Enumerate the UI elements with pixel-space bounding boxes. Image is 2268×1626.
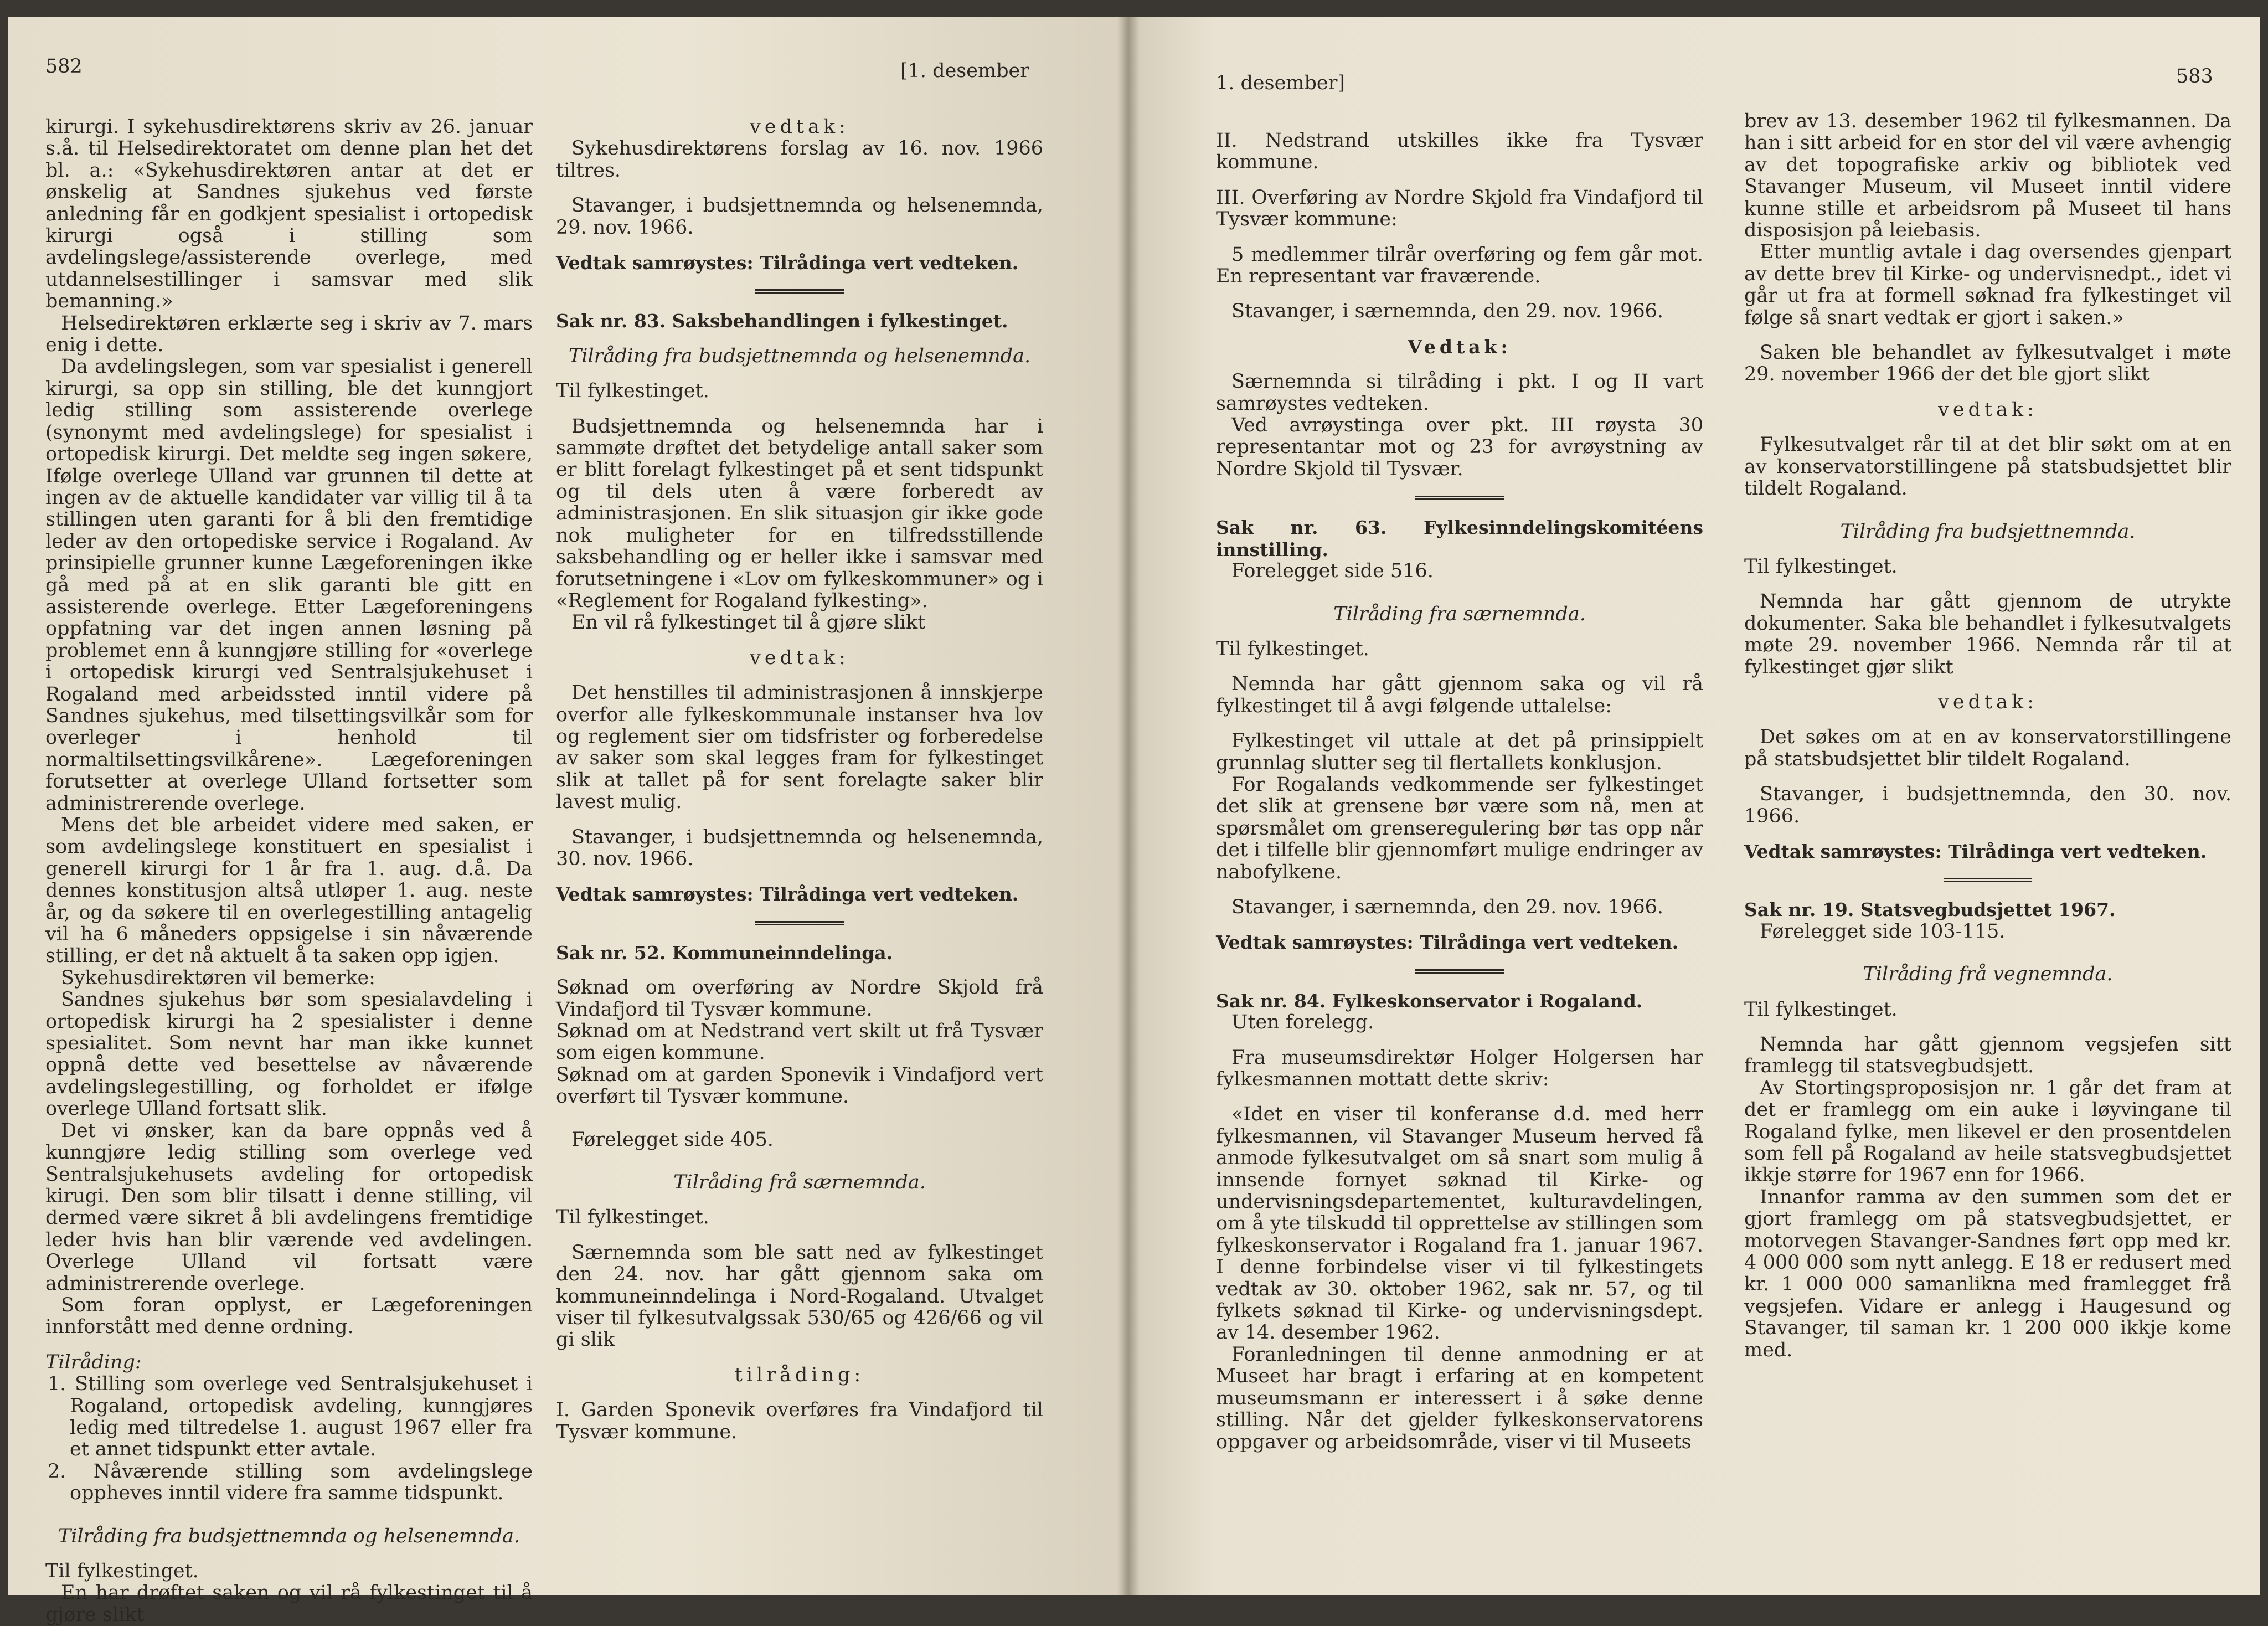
section-divider	[755, 289, 844, 294]
paragraph: Tilråding fra budsjettnemnda og helsenemnda.	[568, 344, 1031, 367]
paragraph: Nemnda har gått gjennom saka og vil rå fylkestinget til å avgi følgende uttalelse:	[1216, 673, 1703, 717]
paragraph: Sak nr. 84. Fylkeskonservator i Rogaland.	[1216, 990, 1643, 1012]
paragraph: En vil rå fylkestinget til å gjøre slikt	[571, 611, 926, 634]
paragraph: Til fylkestinget.	[556, 380, 709, 403]
paragraph: Foranledningen til denne anmodning er at Museet har bragt i erfaring at en kompetent museumsmann er interessert i å søke denne stilling. Når det gjelder fylkeskonservatorens oppgaver og arbeidsområde, viser vi til Museets	[1216, 1343, 1703, 1453]
paragraph: Innanfor ramma av den summen som det er gjort framlegg om på statsvegbudsjettet, er motorvegen Stavanger-Sandnes ført opp med kr. 4 000 000 som nytt anlegg. E 18 er redusert med kr. 1 000 000 samanlikna med framlegget frå vegsjefen. Vidare er anlegg i Haugesund og Stavanger, til saman kr. 1 200 000 ikkje kome med.	[1744, 1186, 2231, 1361]
paragraph: Sak nr. 52. Kommuneinndelinga.	[556, 941, 893, 964]
column-1	[45, 116, 533, 1626]
paragraph: Som foran opplyst, er Lægeforeningen innforstått med denne ordning.	[45, 1294, 533, 1339]
paragraph: Stavanger, i særnemnda, den 29. nov. 1966.	[1231, 896, 1664, 918]
paragraph: Vedtak samrøystes: Tilrådinga vert vedteken.	[1216, 932, 1679, 954]
paragraph: Fra museumsdirektør Holger Holgersen har fylkesmannen mottatt dette skriv:	[1216, 1046, 1703, 1090]
right-page	[1124, 17, 2260, 1595]
paragraph: Stavanger, i budsjettnemnda og helsenemnda, 29. nov. 1966.	[556, 194, 1043, 239]
paragraph: Søknad om overføring av Nordre Skjold frå Vindafjord til Tysvær kommune.	[556, 976, 1043, 1021]
paragraph: Etter muntlig avtale i dag oversendes gjenpart av dette brev til Kirke- og undervisnedpt., idet vi går ut fra at formell søknad fra fylkestinget vil følge så snart vedtak er gjort i saken.»	[1744, 241, 2231, 329]
column-3	[1216, 130, 1703, 1453]
paragraph: Det henstilles til administrasjonen å innskjerpe overfor alle fylkeskommunale instanser hva lov og reglement sier om tidsfrister og forberedelse av saker som skal legges fram for fylkestinget slik at tallet på for sent forelagte saker blir lavest mulig.	[556, 682, 1043, 814]
paragraph: Sandnes sjukehus bør som spesialavdeling i ortopedisk kirurgi ha 2 spesialister i denne spesialitet. Som nevnt har man ikke kunnet oppnå dette ved besettelse av nåværende avdelingslegestilling, og forholdet er ifølge overlege Ulland fortsatt slik.	[45, 989, 533, 1120]
paragraph: Uten forelegg.	[1231, 1011, 1374, 1034]
paragraph: Tilråding fra særnemnda.	[1333, 603, 1586, 625]
paragraph: Til fylkestinget.	[1744, 555, 1898, 578]
paragraph: Tilråding fra budsjettnemnda.	[1840, 520, 2136, 543]
left-page	[8, 17, 1131, 1626]
paragraph: Det vi ønsker, kan da bare oppnås ved å kunngjøre ledig stilling som overlege ved Sentralsjukehusets avdeling for ortopedisk kirugi. Den som blir tilsatt i denne stilling, vil dermed være sikret å bli avdelingens fremtidige leder hvis han blir værende ved avdelingen. Overlege Ulland vil fortsatt være administrerende overlege.	[45, 1119, 533, 1295]
paragraph: Sykehusdirektøren vil bemerke:	[61, 966, 375, 989]
paragraph: Søknad om at garden Sponevik i Vindafjord vert overført til Tysvær kommune.	[556, 1063, 1043, 1108]
paragraph: brev av 13. desember 1962 til fylkesmannen. Da han i sitt arbeid for en stor del vil være avhengig av det topografiske arkiv og bibliotek ved Stavanger Museum, vil Museet inntil videre kunne stille et arbeidsrom på Museet til hans disposisjon på leiebasis.	[1744, 110, 2231, 242]
paragraph: Sak nr. 63. Fylkesinndelingskomitéens innstilling.	[1216, 517, 1703, 560]
paragraph: vedtak:	[1938, 691, 2038, 713]
paragraph: Av Stortingsproposisjon nr. 1 går det fram at det er framlegg om ein auke i løyvingane til Rogaland fylke, men likevel er den prosentdelen som fell på Rogaland av heile statsvegbudsjettet ikkje større for 1967 enn for 1966.	[1744, 1077, 2231, 1187]
paragraph: III. Overføring av Nordre Skjold fra Vindafjord til Tysvær kommune:	[1216, 186, 1703, 231]
paragraph: Nemnda har gått gjennom de utrykte dokumenter. Saka ble behandlet i fylkesutvalgets møte 29. november 1966. Nemnda rår til at fylkestinget gjør slikt	[1744, 590, 2231, 678]
paragraph: Vedtak samrøystes: Tilrådinga vert vedteken.	[556, 252, 1019, 274]
paragraph: Fylkestinget vil uttale at det på prinsippielt grunnlag slutter seg til flertallets konklusjon.	[1216, 730, 1703, 774]
paragraph: Særnemnda som ble satt ned av fylkestinget den 24. nov. har gått gjennom saka om kommuneinndelinga i Nord-Rogaland. Utvalget viser til fylkesutvalgssak 530/65 og 426/66 og vil gi slik	[556, 1241, 1043, 1351]
paragraph: 1. Stilling som overlege ved Sentralsjukehuset i Rogaland, ortopedisk avdeling, kunngjøres ledig med tiltredelse 1. august 1967 eller fra et annet tidspunkt etter avtale.	[48, 1373, 533, 1461]
paragraph: 5 medlemmer tilrår overføring og fem går mot. En representant var fraværende.	[1216, 243, 1703, 288]
paragraph: 2. Nåværende stilling som avdelingslege oppheves inntil videre fra samme tidspunkt.	[48, 1460, 533, 1505]
paragraph: For Rogalands vedkommende ser fylkestinget det slik at grensene bør være som nå, men at spørsmålet om grenseregulering bør tas opp når det i tilfelle blir gjennomført mulige endringer av nabofylkene.	[1216, 773, 1703, 883]
paragraph: Til fylkestinget.	[45, 1560, 199, 1582]
paragraph: Budsjettnemnda og helsenemnda har i sammøte drøftet det betydelige antall saker som er blitt forelagt fylkestinget på et sent tidspunkt og til dels uten å være forberedt av administrasjonen. En slik situasjon gir ikke gode nok muligheter for en tilfredsstillende saksbehandling og er heller ikke i samsvar med forutsetningene i «Lov om fylkeskommuner» og i «Reglement for Rogaland fylkesting».	[556, 415, 1043, 612]
section-divider	[755, 921, 844, 925]
paragraph: Til fylkestinget.	[556, 1206, 709, 1229]
running-head-left: [1. desember	[900, 60, 1030, 82]
section-divider	[1944, 878, 2032, 882]
paragraph: Vedtak samrøystes: Tilrådinga vert vedteken.	[1744, 840, 2207, 862]
paragraph: Ved avrøystinga over pkt. III røysta 30 representantar mot og 23 for avrøystning av Nordre Skjold til Tysvær.	[1216, 414, 1703, 480]
paragraph: Det søkes om at en av konservatorstillingene på statsbudsjettet blir tildelt Rogaland.	[1744, 726, 2231, 770]
paragraph: Vedtak samrøystes: Tilrådinga vert vedteken.	[556, 883, 1019, 905]
page-number-left: 582	[45, 55, 83, 78]
paragraph: Tilråding:	[45, 1351, 142, 1373]
paragraph: II. Nedstrand utskilles ikke fra Tysvær kommune.	[1216, 130, 1703, 174]
paragraph: vedtak:	[750, 116, 849, 138]
paragraph: Særnemnda si tilråding i pkt. I og II vart samrøystes vedteken.	[1216, 371, 1703, 415]
paragraph: Stavanger, i særnemnda, den 29. nov. 1966.	[1231, 300, 1664, 323]
paragraph: I. Garden Sponevik overføres fra Vindafjord til Tysvær kommune.	[556, 1399, 1043, 1443]
paragraph: Tilråding frå særnemnda.	[673, 1171, 926, 1194]
paragraph: Søknad om at Nedstrand vert skilt ut frå Tysvær som eigen kommune.	[556, 1020, 1043, 1064]
paragraph: Forelegget side 516.	[1231, 560, 1434, 583]
paragraph: vedtak:	[1938, 398, 2038, 421]
paragraph: En har drøftet saken og vil rå fylkestinget til å gjøre slikt	[45, 1582, 533, 1626]
running-head-right: 1. desember]	[1216, 72, 1346, 94]
section-divider	[1415, 969, 1504, 974]
column-4	[1744, 111, 2231, 1361]
paragraph: «Idet en viser til konferanse d.d. med herr fylkesmannen, vil Stavanger Museum herved få anmode fylkesutvalget om så snart som mulig å innsende fornyet søknad til Kirke- og undervisningsdepartementet, kulturavdelingen, om å yte tilskudd til opprettelse av stillingen som fylkeskonservator i Rogaland fra 1. januar 1967. I denne forbindelse viser vi til fylkestingets vedtak av 30. oktober 1962, sak nr. 57, og til fylkets søknad til Kirke- og undervisningsdept. av 14. desember 1962.	[1216, 1103, 1703, 1344]
paragraph: Sak nr. 19. Statsvegbudsjettet 1967.	[1744, 899, 2116, 921]
paragraph: Til fylkestinget.	[1216, 637, 1369, 660]
page-number-right: 583	[2176, 65, 2213, 88]
section-divider	[1415, 496, 1504, 500]
paragraph: Da avdelingslegen, som var spesialist i generell kirurgi, sa opp sin stilling, ble det kunngjort ledig stilling som assisterende overlege (synonymt med avdelingslege) for spesialist i ortopedisk kirurgi. Det meldte seg ingen søkere, Ifølge overlege Ulland var grunnen til dette at ingen av de aktuelle kandidater var villig til å ta stillingen uten garanti for å bli den fremtidige leder av den ortopediske service i Rogaland. Av prinsipielle grunner kunne Lægeforeningen ikke gå med på at en slik garanti ble gitt en assisterende overlege. Etter Lægeforeningens oppfatning var det ingen annen løsning på problemet enn å kunngjøre stilling for «overlege i ortopedisk kirurgi ved Sentralsjukehuset i Rogaland med arbeidssted inntil videre på Sandnes sjukehus, med tilsettingsvilkår som for overleger i henhold til normaltilsettingsvilkårene». Lægeforeningen forutsetter at overlege Ulland fortsetter som administrerende overlege.	[45, 356, 533, 815]
paragraph: Tilråding fra budsjettnemnda og helsenemnda.	[58, 1525, 520, 1547]
paragraph: Nemnda har gått gjennom vegsjefen sitt framlegg til statsvegbudsjett.	[1744, 1033, 2231, 1078]
paragraph: Sykehusdirektørens forslag av 16. nov. 1966 tiltres.	[556, 137, 1043, 182]
paragraph: Fylkesutvalget rår til at det blir søkt om at en av konservatorstillingene på statsbudsjettet blir tildelt Rogaland.	[1744, 434, 2231, 500]
paragraph: Sak nr. 83. Saksbehandlingen i fylkestinget.	[556, 310, 1008, 332]
paragraph: vedtak:	[750, 646, 849, 669]
paragraph: Tilråding frå vegnemnda.	[1863, 963, 2113, 986]
paragraph: kirurgi. I sykehusdirektørens skriv av 26. januar s.å. til Helsedirektoratet om denne plan het det bl. a.: «Sykehusdirektøren antar at det er ønskelig at Sandnes sjukehus ved første anledning får en godkjent spesialist i ortopedisk kirurgi også i stilling som avdelingslege/assisterende overlege, med utdannelsestillinger i samsvar med slik bemanning.»	[45, 116, 533, 313]
paragraph: tilråding:	[734, 1363, 865, 1386]
paragraph: Saken ble behandlet av fylkesutvalget i møte 29. november 1966 der det ble gjort slikt	[1744, 342, 2231, 386]
paragraph: Helsedirektøren erklærte seg i skriv av 7. mars enig i dette.	[45, 312, 533, 357]
paragraph: Vedtak:	[1408, 336, 1512, 358]
paragraph: Førelegget side 103-115.	[1760, 920, 2006, 943]
paragraph: Stavanger, i budsjettnemnda og helsenemnda, 30. nov. 1966.	[556, 826, 1043, 870]
column-2	[556, 116, 1043, 1443]
paragraph: Til fylkestinget.	[1744, 998, 1898, 1021]
paragraph: Førelegget side 405.	[571, 1128, 774, 1151]
paragraph: Mens det ble arbeidet videre med saken, er som avdelingslege konstituert en spesialist i generell kirurgi for 1 år fra 1. aug. d.å. Da dennes konstitusjon altså utløper 1. aug. neste år, og da søkere til en overlegestilling antagelig vil ha 6 måneders oppsigelse i sin nåværende stilling, er det nå aktuelt å ta saken opp igjen.	[45, 814, 533, 968]
paragraph: Stavanger, i budsjettnemnda, den 30. nov. 1966.	[1744, 783, 2231, 827]
